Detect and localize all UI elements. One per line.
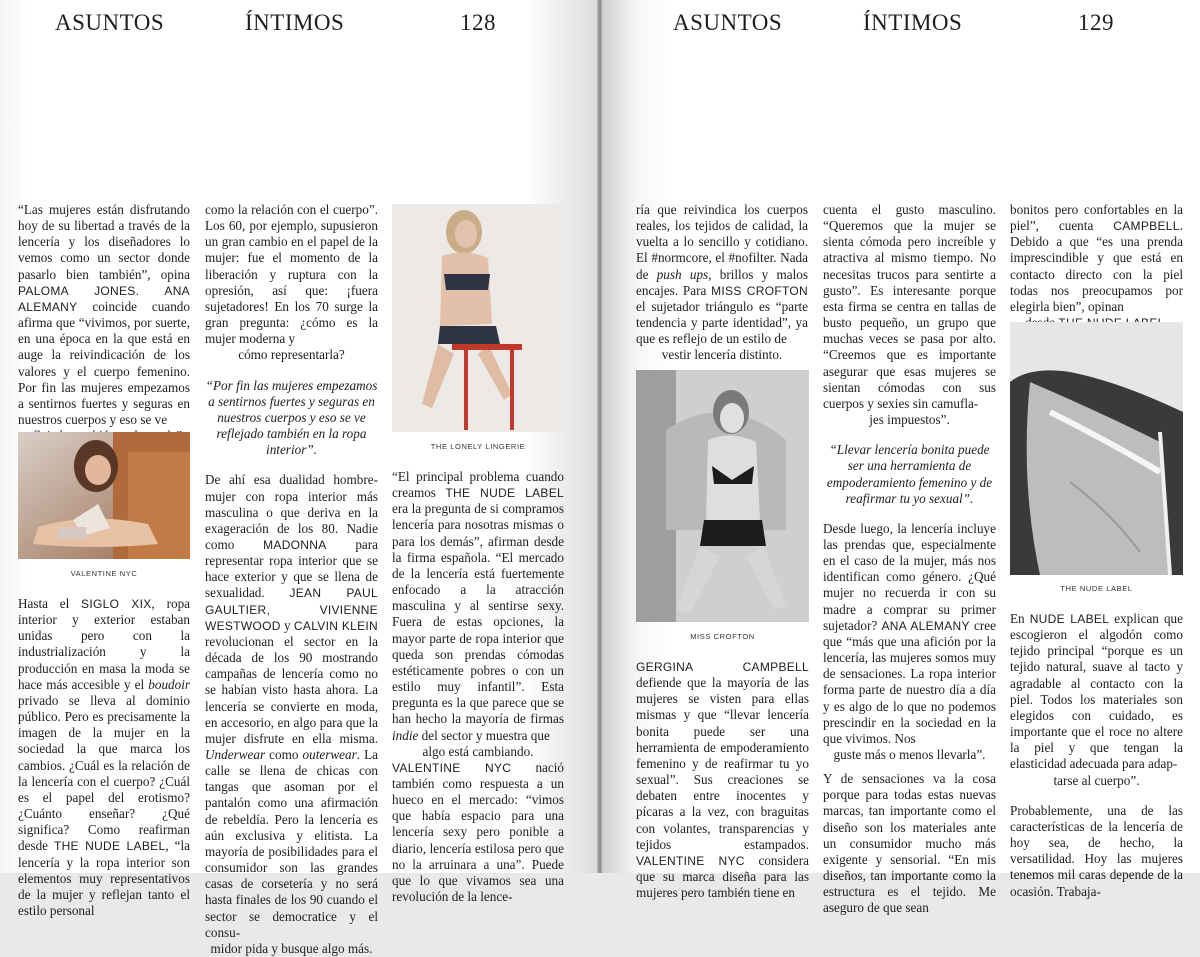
caption-miss-crofton: MISS CROFTON [690,632,755,641]
paragraph-end: midor pida y busque algo más. [210,940,373,956]
page-number: 128 [460,10,496,35]
photo-miss-crofton [636,370,809,622]
caption-valentine-nyc: VALENTINE NYC [70,569,138,578]
photo-the-lonely-lingerie [392,204,564,432]
column-1-continued [18,596,190,919]
page-129 [602,0,1200,916]
paragraph: como la relación con el cuerpo”. Los 60, por ejemplo, supusieron un gran cambio en el papel de la mujer: fue el momento de la liberación y ruptura con la opresión, así que: ¡fuera sujetadores! En los 70 surge la gran pregunta: ¿cómo es la mujer moderna y [205,202,378,347]
photo-the-nude-label [1010,322,1183,575]
column-1-continued [636,659,809,901]
paragraph-end: guste más o menos llevarla”. [833,747,986,762]
paragraph-end: cómo representarla? [238,347,345,363]
column-2 [823,202,996,917]
paragraph: VALENTINE NYC nació también como respuesta a un hueco en el mercado: “vimos que había espacio para una lencería sexy pero ponible a diario, lencería estilosa pero que no la arruinara a una”. Puede que lo que vivamos sea una revolución de la lence- [392,759,564,905]
pull-quote: “Por fin las mujeres empezamos a sentirnos fuertes y seguras en nuestros cuerpos y eso se ve reflejado también en la ropa interior”. [205,377,378,458]
column-3-continued [1010,611,1183,900]
paragraph: GERGINA CAMPBELL defiende que la mayoría de las mujeres se visten para ellas mismas y que “llevar lencería bonita puede ser una herramienta de empoderamiento femenino y de reafirmar tu yo sexual”. Sus creaciones se debaten entre inocentes y pícaras a la vez, con braguitas con volantes, transparencias y tejidos estampados. VALENTINE NYC considera que su marca diseña para las mujeres pero también tiene en [636,660,809,901]
column-1 [636,202,808,364]
paragraph-end: tarse al cuerpo”. [1053,772,1140,788]
page-number: 129 [1078,10,1114,35]
header-word-intimos: ÍNTIMOS [863,10,963,35]
paragraph: Probablemente, una de las características de la lencería de hoy sea, de hecho, la versatilidad. Hoy las mujeres tenemos mil caras depende de la ocasión. Trabaja- [1010,802,1183,899]
header-word-asuntos: ASUNTOS [673,10,783,35]
paragraph: “El principal problema cuando creamos THE NUDE LABEL era la pregunta de si compramos lencería para nosotras mismas o para los demás”, afirman desde la firma española. “El mercado de la lencería está fuertemente enfocado a la atracción masculina y al sentirse sexy. Fuera de estas opciones, la mayor parte de ropa interior que queda son prendas cómodas estéticamente pobres o con un estilo muy infantil”. Esta pregunta es la que parece que se han hecho la mayoría de firmas indie del sector y muestra que [392,469,565,743]
column-3 [1010,202,1183,331]
paragraph: De ahí esa dualidad hombre-mujer con ropa interior más masculina o que deriva en la exageración de los 80. Nadie como MADONNA para representar ropa interior que se hace exterior y que se llena de sexualidad. JEAN PAUL GAULTIER, VIVIENNE WESTWOOD y CALVIN KLEIN revolucionan el sector en la década de los 90 mostrando campañas de lencería como no se habían visto hasta ahora. La lencería se convierte en moda, en accesorio, en algo para que la mujer disfrute en ella misma. Underwear como outerwear. La calle se llena de chicas con tangas que asoman por el pantalón como una afirmación de rebeldía. Pero la lencería es aún exclusiva y elitista. La mayoría de posibilidades para el consumidor son las grandes casas de corsetería y no será hasta finales de los 90 cuando el sector se democratice y el consu- [205,472,379,940]
column-3 [392,469,564,905]
caption-the-nude-label: THE NUDE LABEL [1060,584,1133,593]
paragraph-end: vestir lencería distinto. [661,347,783,363]
photo-valentine-nyc [18,432,190,559]
paragraph-end: jes impuestos”. [869,412,950,428]
paragraph: bonitos pero confortables en la piel”, cuenta CAMPBELL. Debido a que “es una prenda imprescindible y que está en contacto directo con la piel todas nos preocupamos por elegirla bien”, opinan [1010,202,1184,314]
paragraph: cuenta el gusto masculino. “Queremos que la mujer se sienta cómoda pero increíble y atractiva al mismo tiempo. No necesitas trucos para sentirte a gusto”. Es interesante porque esta firma se centra en tallas de busto pequeño, un grupo que muchas veces se pasa por alto. “Creemos que es importante asegurar que esas mujeres se sientan cómodas con sus cuerpos y sexies sin camufla- [823,202,996,411]
column-2 [205,202,378,957]
paragraph: ría que reivindica los cuerpos reales, los tejidos de calidad, la vuelta a lo sencillo y cotidiano. El #normcore, el #nofilter. Nada de push ups, brillos y malos encajes. Para MISS CROFTON el sujetador triángulo es “parte tendencia y parte identidad”, ya que es reflejo de un estilo de [636,202,809,347]
paragraph: Hasta el SIGLO XIX, ropa interior y exterior estaban unidas pero con la industrialización y la producción en masa la moda se hace más accesible y el boudoir privado se lleva al dominio público. Pero es precisamente la imagen de la mujer en la sociedad la que marca los cambios. ¿Cuál es la relación de la lencería con el cuerpo? ¿Cuál es el papel del erotismo? ¿Cuánto enseñar? ¿Qué significa? Como reafirman desde THE NUDE LABEL, “la lencería y la ropa interior son elementos muy representativos de la mujer y reflejan tanto el estilo personal [18,596,191,918]
paragraph: Y de sensaciones va la cosa porque para todas estas nuevas marcas, tan importante como el diseño son los materiales ante un consumidor mucho más exigente y sensorial. “En mis diseños, tan importante como la estructura es el tejido. Me aseguro de que sean [823,771,996,916]
header-word-asuntos: ASUNTOS [55,10,165,35]
pull-quote: “Llevar lencería bonita puede ser una herramienta de empoderamiento femenino y de reafirmar tu yo sexual”. [826,442,993,506]
paragraph-end: algo está cambiando. [422,743,534,759]
column-1 [18,202,190,444]
paragraph: “Las mujeres están disfrutando hoy de su libertad a través de la lencería y los diseñadores lo vemos como un sector donde pasarlo bien también”, opina PALOMA JONES. ANA ALEMANY coincide cuando afirma que “vivimos, por suerte, en una época en la que está en auge la reivindicación de los valores y el cuerpo femenino. Por fin las mujeres empezamos a sentirnos fuertes y seguras en nuestros cuerpos y eso se ve [18,202,190,428]
header-word-intimos: ÍNTIMOS [245,10,345,35]
paragraph: En NUDE LABEL explican que escogieron el algodón como tejido principal “porque es un tejido natural, suave al tacto y agradable al contacto con la piel. Todos los materiales son elegidos con cuidado, es importante que el roce no altere la piel y que tengan la elasticidad adecuada para adap- [1010,611,1183,772]
caption-the-lonely-lingerie: THE LONELY LINGERIE [430,442,526,451]
page-128 [0,0,598,956]
paragraph: Desde luego, la lencería incluye las prendas que, especialmente en el caso de la mujer, más nos identifican como género. ¿Qué mujer no recuerda ir con su madre a comprar su primer sujetador? ANA ALEMANY cree que “más que una afición por la lencería, las mujeres somos muy de sensaciones. La ropa interior forma parte de nuestro día a día y es algo de lo que no podemos prescindir en la sociedad en la que vivimos. Nos [823,520,996,746]
